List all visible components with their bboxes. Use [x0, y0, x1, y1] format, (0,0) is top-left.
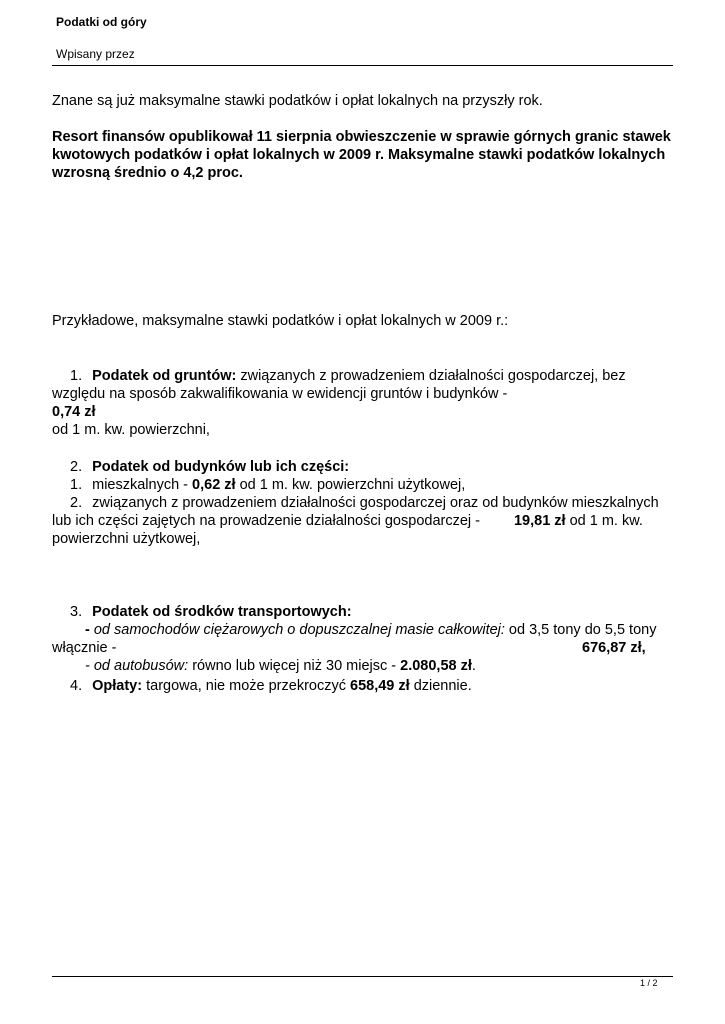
item-title: Opłaty:	[92, 678, 143, 694]
sub-text: związanych z prowadzeniem działalności gospodarczej oraz od budynków mieszkalnych lub ich części zajętych na prowadzenie działalności gospodarczej -	[52, 495, 659, 529]
item-amount: 658,49 zł	[350, 678, 410, 694]
list-number: 2.	[70, 459, 83, 475]
sub-text: mieszkalnych -	[92, 477, 193, 493]
intro-paragraph: Znane są już maksymalne stawki podatków i opłat lokalnych na przyszły rok.	[52, 93, 543, 109]
sub-text: od 3,5 tony do 5,5 tony włącznie -	[52, 622, 657, 656]
footer-divider	[52, 976, 673, 977]
item-text: targowa, nie może przekroczyć	[142, 678, 350, 694]
examples-heading: Przykładowe, maksymalne stawki podatków i opłat lokalnych w 2009 r.:	[52, 313, 509, 329]
item-title: Podatek od środków transportowych:	[92, 604, 352, 620]
list-item-4	[52, 677, 682, 695]
sub-number: 1.	[70, 477, 83, 493]
item-text: związanych z prowadzeniem działalności gospodarczej, bez względu na sposób zakwalifikowania w ewidencji gruntów i budynków -	[52, 368, 626, 402]
item-title: Podatek od gruntów:	[92, 368, 237, 384]
lead-paragraph: Resort finansów opublikował 11 sierpnia obwieszczenie w sprawie górnych granic stawek kwotowych podatków i opłat lokalnych w 2009 r. Maksymalne stawki podatków lokalnych wzrosną średnio o 4,2 proc.	[52, 129, 671, 181]
sub-number: 2.	[70, 495, 83, 511]
page-number: 1 / 2	[640, 978, 658, 988]
sub-text: równo lub więcej niż 30 miejsc -	[188, 658, 401, 674]
header-divider	[52, 65, 673, 66]
item-unit: od 1 m. kw. powierzchni,	[52, 422, 210, 438]
sub-amount: 19,81 zł	[513, 513, 566, 529]
list-number: 3.	[70, 604, 83, 620]
sub-italic: od samochodów ciężarowych o dopuszczalnej masie całkowitej:	[89, 622, 505, 638]
item-title: Podatek od budynków lub ich części:	[92, 459, 350, 475]
page-title: Podatki od góry	[56, 15, 147, 29]
author-label: Wpisany przez	[56, 47, 135, 61]
sub-unit: od 1 m. kw. powierzchni użytkowej,	[52, 513, 643, 547]
sub-amount: 2.080,58 zł	[400, 658, 472, 674]
sub-end: .	[471, 658, 476, 674]
list-number: 1.	[70, 368, 83, 384]
item-end: dziennie.	[409, 678, 472, 694]
sub-amount: 676,87 zł,	[582, 640, 646, 656]
sub-amount: 0,62 zł	[192, 477, 236, 493]
item-amount: 0,74 zł	[52, 404, 96, 420]
list-number: 4.	[70, 678, 83, 694]
sub-italic: - od autobusów:	[85, 658, 189, 674]
list-item-1	[52, 367, 682, 439]
list-item-2	[52, 458, 682, 548]
sub-unit: od 1 m. kw. powierzchni użytkowej,	[235, 477, 466, 493]
list-item-3	[52, 603, 682, 675]
dash: -	[85, 622, 90, 638]
